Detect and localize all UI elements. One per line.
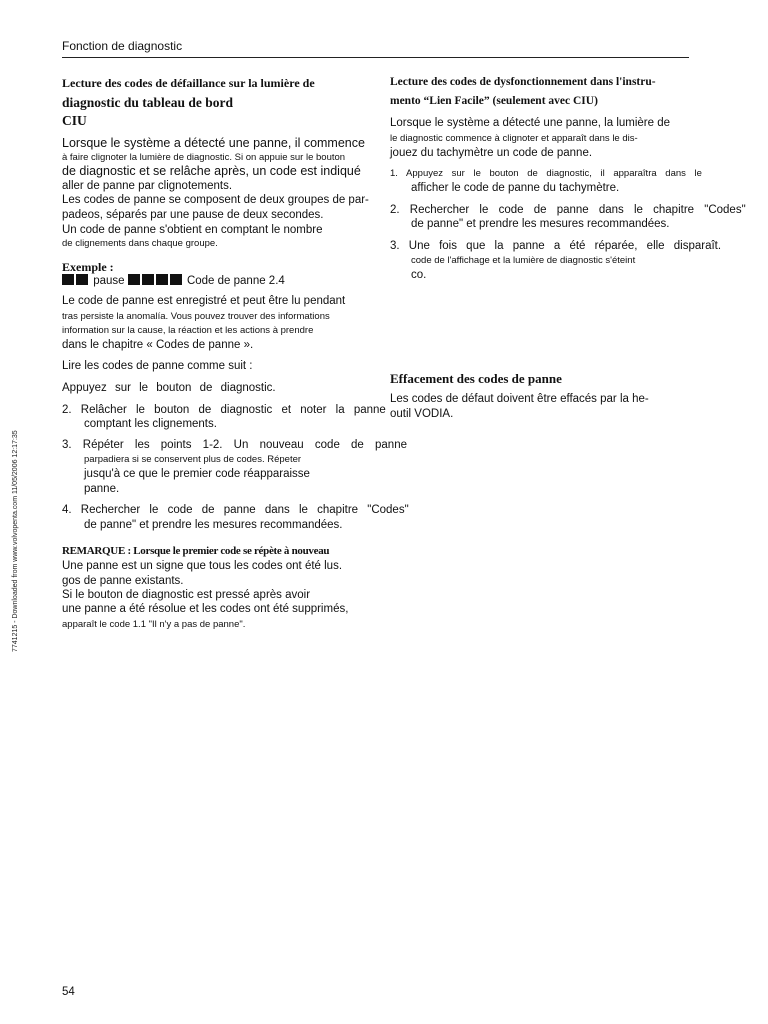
left-heading-line-2: diagnostic du tableau de bord <box>62 95 234 110</box>
read-intro: Lire les codes de panne comme suit : <box>62 360 253 372</box>
right-step-1-line-2: afficher le code de panne du tachymètre. <box>411 182 620 194</box>
header-rule <box>62 57 689 58</box>
right-p1-line: Lorsque le système a détecté une panne, la lumière de <box>390 117 671 129</box>
left-p1-line: padeos, séparés par une pause de deux secondes. <box>62 209 324 221</box>
right-heading-line-2: mento “Lien Facile” (seulement avec CIU) <box>390 95 598 107</box>
left-p1-line: aller de panne par clignotements. <box>62 180 233 192</box>
blink-square <box>76 274 88 285</box>
right-step-3-line-2: code de l'affichage et la lumière de diagnostic s'éteint <box>411 255 636 266</box>
left-p2-line: Le code de panne est enregistré et peut être lu pendant <box>62 295 346 307</box>
blink-square <box>170 274 182 285</box>
left-heading-line-1: Lecture des codes de défaillance sur la lumière de <box>62 76 315 90</box>
right-p1-line: jouez du tachymètre un code de panne. <box>390 147 593 159</box>
example-line <box>62 274 285 287</box>
page-header-title: Fonction de diagnostic <box>62 39 183 53</box>
example-heading: Exemple : <box>62 260 114 274</box>
right-step-2-line-2: de panne" et prendre les mesures recommandées. <box>411 218 670 230</box>
left-p1-line: de clignements dans chaque groupe. <box>62 238 218 249</box>
side-download-note: 7741215 - Downloaded from www.volvopenta.com 11/05/2006 12:17:35 <box>12 430 19 652</box>
remark-line: Si le bouton de diagnostic est pressé après avoir <box>62 589 311 601</box>
right-p1-line: le diagnostic commence à clignoter et apparaît dans le dis- <box>390 133 638 144</box>
blink-square <box>62 274 74 285</box>
left-p2-line: tras persiste la anomalía. Vous pouvez trouver des informations <box>62 311 330 322</box>
blink-square <box>142 274 154 285</box>
left-p2-line: information sur la cause, la réaction et les actions à prendre <box>62 325 314 336</box>
right-step-3-line-3: co. <box>411 269 427 281</box>
blink-square <box>128 274 140 285</box>
right-step-3-line-1: 3. Une fois que la panne a été réparée, elle disparaît. <box>390 240 722 252</box>
left-step-3-line-4: panne. <box>84 483 120 495</box>
erase-heading: Effacement des codes de panne <box>390 371 562 386</box>
left-p1-line: Lorsque le système a détecté une panne, il commence <box>62 136 365 150</box>
right-step-1-line-1: 1. Appuyez sur le bouton de diagnostic, il apparaîtra dans le <box>390 168 702 179</box>
remark-line: une panne a été résolue et les codes ont été supprimés, <box>62 603 349 615</box>
left-step-1: Appuyez sur le bouton de diagnostic. <box>62 382 276 394</box>
left-step-2-line-2: comptant les clignements. <box>84 418 217 430</box>
remark-line: gos de panne existants. <box>62 575 184 587</box>
blink-square <box>156 274 168 285</box>
remark-line: Une panne est un signe que tous les codes ont été lus. <box>62 560 343 572</box>
example-code-label: Code de panne 2.4 <box>186 275 285 287</box>
left-step-4-line-2: de panne" et prendre les mesures recommandées. <box>84 519 343 531</box>
left-p1-line: de diagnostic et se relâche après, un code est indiqué <box>62 164 361 178</box>
left-step-3-line-1: 3. Répéter les points 1-2. Un nouveau code de panne <box>62 439 407 451</box>
left-p2-line: dans le chapitre « Codes de panne ». <box>62 339 254 351</box>
remark-line: apparaît le code 1.1 "Il n'y a pas de panne". <box>62 619 246 630</box>
right-heading-line-1: Lecture des codes de dysfonctionnement dans l'instru- <box>390 76 656 88</box>
erase-line-2: outil VODIA. <box>390 408 454 420</box>
left-step-3-line-2: parpadiera si se conservent plus de codes. Répeter <box>84 454 302 465</box>
page-number: 54 <box>62 986 75 998</box>
left-p1-line: à faire clignoter la lumière de diagnostic. Si on appuie sur le bouton <box>62 152 346 163</box>
erase-line-1: Les codes de défaut doivent être effacés par la he- <box>390 393 649 405</box>
left-step-4-line-1: 4. Rechercher le code de panne dans le chapitre "Codes" <box>62 504 409 516</box>
left-step-3-line-3: jusqu'à ce que le premier code réapparaisse <box>84 468 310 480</box>
left-heading-line-3: CIU <box>62 113 87 128</box>
left-step-2-line-1: 2. Relâcher le bouton de diagnostic et noter la panne <box>62 404 386 416</box>
right-step-2-line-1: 2. Rechercher le code de panne dans le chapitre "Codes" <box>390 204 746 216</box>
left-p1-line: Les codes de panne se composent de deux groupes de par- <box>62 194 369 206</box>
remark-heading: REMARQUE : Lorsque le premier code se répète à nouveau <box>62 545 330 557</box>
example-pause-label: pause <box>93 275 125 287</box>
left-p1-line: Un code de panne s'obtient en comptant le nombre <box>62 224 323 236</box>
